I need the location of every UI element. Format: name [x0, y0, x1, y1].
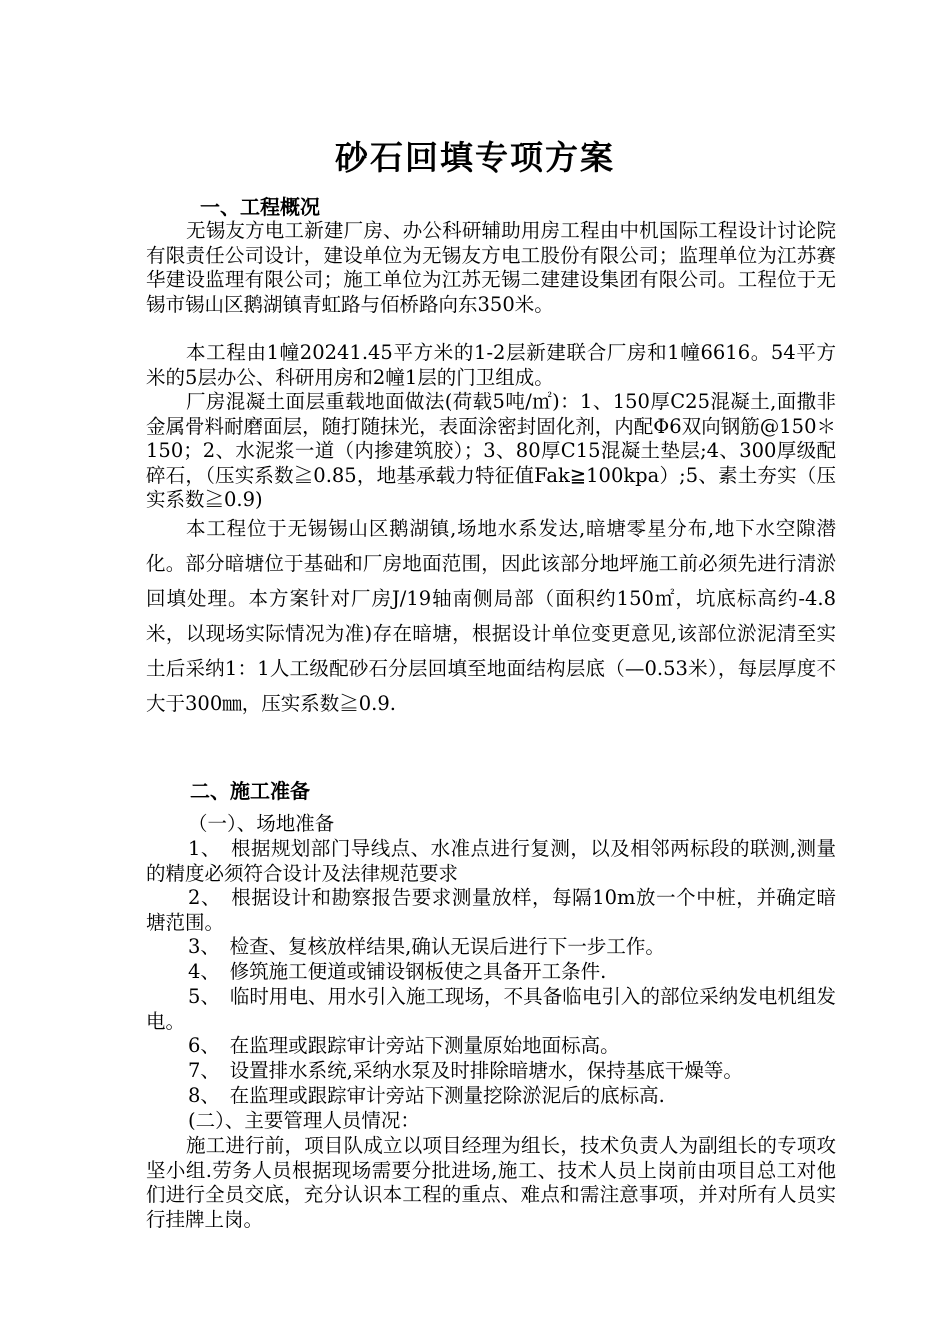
paragraph-building-composition: 本工程由1幢20241.45平方米的1-2层新建联合厂房和1幢6616。54平方米的5层办公、科研用房和2幢1层的门卫组成。 [146, 341, 836, 389]
list-item: 3、 检查、复核放样结果,确认无误后进行下一步工作。 [188, 935, 665, 958]
list-item: 7、 设置排水系统,采纳水泵及时排除暗塘水，保持基底干燥等。 [188, 1059, 743, 1082]
section-heading-preparation: 二、施工准备 [190, 779, 310, 803]
subheading-site-preparation: （一）、场地准备 [188, 812, 335, 835]
document-title: 砂石回填专项方案 [335, 138, 615, 177]
list-item: 4、 修筑施工便道或铺设钢板使之具备开工条件. [188, 960, 607, 983]
subheading-management-personnel: (二）、主要管理人员情况： [188, 1109, 420, 1132]
list-item: 2、 根据设计和勘察报告要求测量放样，每隔10m放一个中桩，并确定暗塘范围。 [146, 886, 836, 934]
paragraph-pond-treatment: 本工程位于无锡锡山区鹅湖镇,场地水系发达,暗塘零星分布,地下水空隙潜化。部分暗塘位于基础和厂房地面范围，因此该部分地坪施工前必须先进行清淤回填处理。本方案针对厂房J/19轴南侧局部（面积约150㎡，坑底标高约-4.8米，以现场实际情况为准)存在暗塘，根据设计单位变更意见,该部位淤泥清至实土后采纳1：1人工级配砂石分层回填至地面结构层底（—0.53米），每层厚度不大于300㎜，压实系数≧0.9. [146, 517, 836, 715]
section-heading-overview: 一、工程概况 [200, 195, 320, 219]
paragraph-management-team: 施工进行前，项目队成立以项目经理为组长，技术负责人为副组长的专项攻坚小组.劳务人员根据现场需要分批进场,施工、技术人员上岗前由项目总工对他们进行全员交底，充分认识本工程的重点、难点和需注意事项，并对所有人员实行挂牌上岗。 [146, 1134, 836, 1231]
paragraph-floor-method: 厂房混凝土面层重载地面做法(荷载5吨/㎡)：1、150厚C25混凝土,面撒非金属骨料耐磨面层，随打随抹光，表面涂密封固化剂，内配Φ6双向钢筋@150＊150；2、水泥浆一道（内掺建筑胶）；3、80厚C15混凝土垫层;4、300厚级配碎石，（压实系数≧0.85，地基承载力特征值Fak≧100kpa）;5、素土夯实（压实系数≧0.9) [146, 390, 836, 511]
list-item: 6、 在监理或跟踪审计旁站下测量原始地面标高。 [188, 1034, 620, 1057]
list-item: 5、 临时用电、用水引入施工现场，不具备临电引入的部位采纳发电机组发电。 [146, 985, 836, 1033]
paragraph-project-info: 无锡友方电工新建厂房、办公科研辅助用房工程由中机国际工程设计讨论院有限责任公司设计，建设单位为无锡友方电工股份有限公司；监理单位为江苏赛华建设监理有限公司；施工单位为江苏无锡二建建设集团有限公司。工程位于无锡市锡山区鹅湖镇青虹路与佰桥路向东350米。 [146, 219, 836, 316]
list-item: 1、 根据规划部门导线点、水准点进行复测，以及相邻两标段的联测,测量的精度必须符合设计及法律规范要求 [146, 837, 836, 885]
list-item: 8、 在监理或跟踪审计旁站下测量挖除淤泥后的底标高. [188, 1084, 665, 1107]
